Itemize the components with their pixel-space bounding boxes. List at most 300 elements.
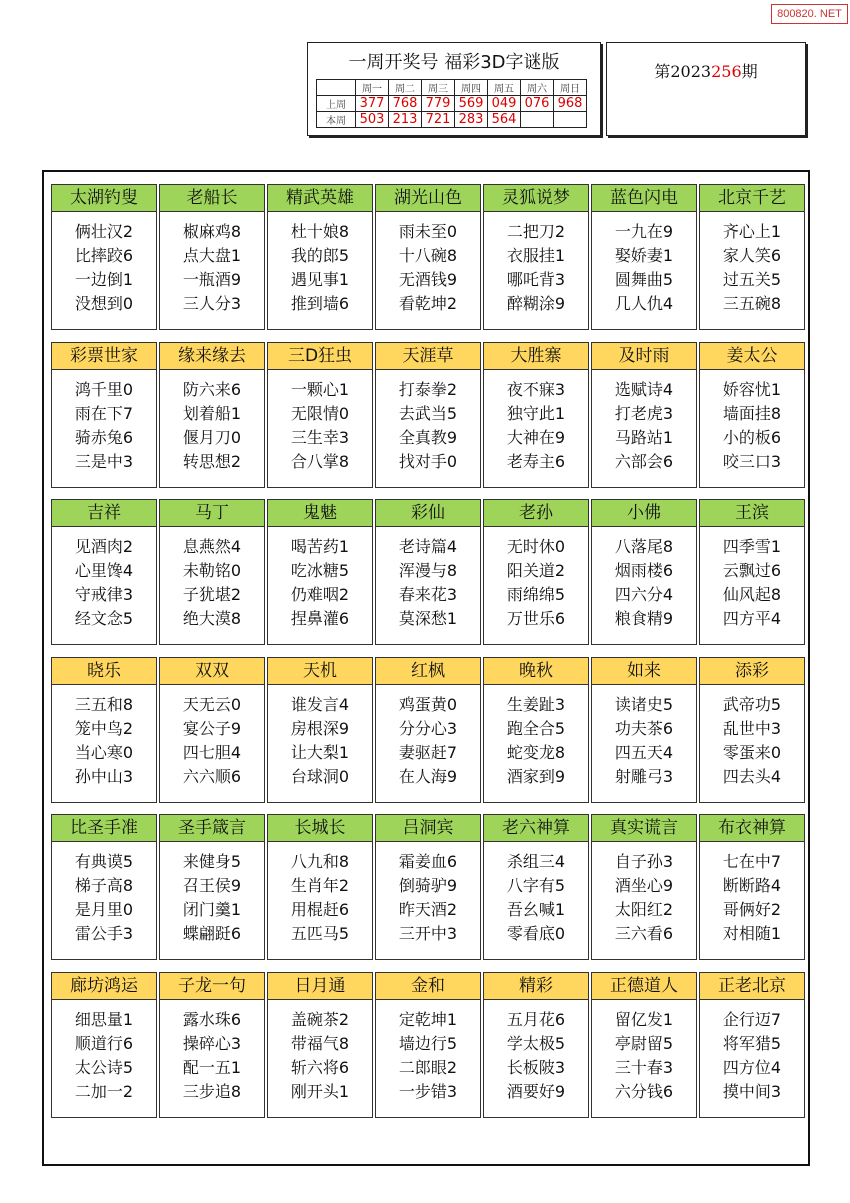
day-header: 周六 xyxy=(521,80,554,96)
riddle-card-body xyxy=(52,212,156,316)
riddle-card xyxy=(483,499,589,645)
draw-number: 076 xyxy=(521,96,554,112)
riddle-line: 在人海9 xyxy=(398,767,458,786)
riddle-card xyxy=(375,184,481,330)
riddle-line: 偃月刀0 xyxy=(182,428,242,447)
riddle-line: 自子孙3 xyxy=(614,852,674,871)
riddle-card-title: 双双 xyxy=(160,658,264,685)
riddle-line: 四季雪1 xyxy=(722,537,782,556)
riddle-line: 烟雨楼6 xyxy=(614,561,674,580)
riddle-line: 让大梨1 xyxy=(290,743,350,762)
riddle-line: 六部会6 xyxy=(614,452,674,471)
riddle-line: 生肖年2 xyxy=(290,876,350,895)
riddle-card-title: 北京千艺 xyxy=(700,185,804,212)
riddle-card xyxy=(51,342,157,488)
riddle-line: 雨在下7 xyxy=(74,404,134,423)
riddle-card-body xyxy=(592,212,696,316)
riddle-card xyxy=(375,342,481,488)
riddle-line: 当心寒0 xyxy=(74,743,134,762)
riddle-card-body xyxy=(484,842,588,946)
riddle-line: 哥俩好2 xyxy=(722,900,782,919)
riddle-line: 斩六将6 xyxy=(290,1058,350,1077)
riddle-line: 打泰拳2 xyxy=(398,380,458,399)
riddle-card xyxy=(699,342,805,488)
riddle-card-body xyxy=(592,685,696,789)
day-header: 周五 xyxy=(488,80,521,96)
riddle-card-title: 精彩 xyxy=(484,973,588,1000)
riddle-line: 企行迈7 xyxy=(722,1010,782,1029)
riddle-line: 俩壮汉2 xyxy=(74,222,134,241)
riddle-line: 房根深9 xyxy=(290,719,350,738)
riddle-card-body xyxy=(376,842,480,946)
riddle-card-body xyxy=(160,685,264,789)
draw-number: 721 xyxy=(422,112,455,128)
riddle-line: 梯子高8 xyxy=(74,876,134,895)
riddle-line: 息燕然4 xyxy=(182,537,242,556)
riddle-line: 独守此1 xyxy=(506,404,566,423)
riddle-line: 见酒肉2 xyxy=(74,537,134,556)
riddle-card-title: 添彩 xyxy=(700,658,804,685)
riddle-line: 十八碗8 xyxy=(398,246,458,265)
riddle-card-title: 正老北京 xyxy=(700,973,804,1000)
riddle-line: 蛇变龙8 xyxy=(506,743,566,762)
riddle-line: 雨未至0 xyxy=(398,222,458,241)
riddle-card-body xyxy=(52,685,156,789)
riddle-card xyxy=(483,342,589,488)
riddle-line: 没想到0 xyxy=(74,294,134,313)
riddle-card-title: 及时雨 xyxy=(592,343,696,370)
riddle-card-title: 红枫 xyxy=(376,658,480,685)
riddle-card-title: 天机 xyxy=(268,658,372,685)
riddle-card-title: 布衣神算 xyxy=(700,815,804,842)
riddle-line: 遇见事1 xyxy=(290,270,350,289)
riddle-card xyxy=(483,657,589,803)
riddle-line: 看乾坤2 xyxy=(398,294,458,313)
riddle-line: 零蛋来0 xyxy=(722,743,782,762)
riddle-line: 绝大漠8 xyxy=(182,609,242,628)
riddle-card-body xyxy=(700,527,804,631)
riddle-card-body xyxy=(52,527,156,631)
riddle-card-body xyxy=(376,212,480,316)
riddle-line: 分分心3 xyxy=(398,719,458,738)
riddle-line: 四去头4 xyxy=(722,767,782,786)
riddle-line: 粮食精9 xyxy=(614,609,674,628)
riddle-card-title: 精武英雄 xyxy=(268,185,372,212)
riddle-line: 三是中3 xyxy=(74,452,134,471)
riddle-card-title: 彩票世家 xyxy=(52,343,156,370)
riddle-line: 全真教9 xyxy=(398,428,458,447)
draw-number xyxy=(554,112,587,128)
riddle-line: 小的板6 xyxy=(722,428,782,447)
riddle-card-body xyxy=(700,370,804,474)
riddle-card-body xyxy=(484,1000,588,1104)
riddle-line: 生姜趾3 xyxy=(506,695,566,714)
riddle-line: 盖碗茶2 xyxy=(290,1010,350,1029)
riddle-card-title: 老船长 xyxy=(160,185,264,212)
riddle-line: 乱世中3 xyxy=(722,719,782,738)
riddle-card-title: 缘来缘去 xyxy=(160,343,264,370)
riddle-card xyxy=(159,972,265,1118)
riddle-line: 杀组三4 xyxy=(506,852,566,871)
riddle-line: 去武当5 xyxy=(398,404,458,423)
riddle-line: 二加一2 xyxy=(74,1082,134,1101)
riddle-line: 几人仇4 xyxy=(614,294,674,313)
riddle-card xyxy=(267,184,373,330)
riddle-card-title: 子龙一句 xyxy=(160,973,264,1000)
day-header: 周日 xyxy=(554,80,587,96)
site-watermark: 800820. NET xyxy=(771,4,848,24)
table-corner xyxy=(317,80,356,96)
riddle-card xyxy=(267,972,373,1118)
riddle-card-body xyxy=(484,527,588,631)
riddle-line: 长板陂3 xyxy=(506,1058,566,1077)
riddle-line: 七在中7 xyxy=(722,852,782,871)
issue-suffix: 期 xyxy=(741,62,758,81)
draw-number: 569 xyxy=(455,96,488,112)
riddle-line: 倒骑驴9 xyxy=(398,876,458,895)
riddle-line: 墙面挂8 xyxy=(722,404,782,423)
riddle-line: 仍难咽2 xyxy=(290,585,350,604)
riddle-line: 将军猎5 xyxy=(722,1034,782,1053)
riddle-line: 吾幺喊1 xyxy=(506,900,566,919)
riddle-line: 一颗心1 xyxy=(290,380,350,399)
riddle-line: 心里馋4 xyxy=(74,561,134,580)
riddle-card-body xyxy=(376,527,480,631)
riddle-card-body xyxy=(592,370,696,474)
riddle-card xyxy=(591,657,697,803)
riddle-line: 酒要好9 xyxy=(506,1082,566,1101)
riddle-card xyxy=(591,972,697,1118)
riddle-line: 细思量1 xyxy=(74,1010,134,1029)
riddle-line: 推到墙6 xyxy=(290,294,350,313)
riddle-line: 顺道行6 xyxy=(74,1034,134,1053)
riddle-card-body xyxy=(160,527,264,631)
draw-row xyxy=(317,96,587,112)
riddle-card xyxy=(699,499,805,645)
riddle-line: 三五和8 xyxy=(74,695,134,714)
riddle-line: 昨天酒2 xyxy=(398,900,458,919)
riddle-card-title: 晓乐 xyxy=(52,658,156,685)
riddle-card-body xyxy=(484,685,588,789)
draw-number: 049 xyxy=(488,96,521,112)
riddle-line: 断断路4 xyxy=(722,876,782,895)
riddle-line: 守戒律3 xyxy=(74,585,134,604)
riddle-line: 功夫茶6 xyxy=(614,719,674,738)
riddle-line: 捏鼻灌6 xyxy=(290,609,350,628)
riddle-line: 读诸史5 xyxy=(614,695,674,714)
riddle-line: 杜十娘8 xyxy=(290,222,350,241)
riddle-card-body xyxy=(376,1000,480,1104)
riddle-card-title: 鬼魅 xyxy=(268,500,372,527)
riddle-card-title: 比圣手准 xyxy=(52,815,156,842)
day-header: 周一 xyxy=(356,80,389,96)
riddle-card xyxy=(699,657,805,803)
riddle-card-title: 长城长 xyxy=(268,815,372,842)
riddle-line: 配一五1 xyxy=(182,1058,242,1077)
riddle-line: 带福气8 xyxy=(290,1034,350,1053)
riddle-line: 一边倒1 xyxy=(74,270,134,289)
riddle-line: 大神在9 xyxy=(506,428,566,447)
day-header: 周二 xyxy=(389,80,422,96)
riddle-card xyxy=(591,184,697,330)
riddle-line: 点大盘1 xyxy=(182,246,242,265)
draw-number: 779 xyxy=(422,96,455,112)
riddle-grid xyxy=(42,170,810,1166)
riddle-card xyxy=(375,499,481,645)
riddle-line: 打老虎3 xyxy=(614,404,674,423)
riddle-card xyxy=(591,342,697,488)
riddle-card xyxy=(267,814,373,960)
riddle-line: 谁发言4 xyxy=(290,695,350,714)
riddle-line: 娇容忧1 xyxy=(722,380,782,399)
riddle-line: 雷公手3 xyxy=(74,924,134,943)
week-label: 上周 xyxy=(317,96,356,112)
issue-prefix: 第2023 xyxy=(654,62,712,81)
riddle-line: 武帝功5 xyxy=(722,695,782,714)
riddle-card-body xyxy=(268,842,372,946)
riddle-card xyxy=(699,184,805,330)
riddle-card-body xyxy=(268,212,372,316)
draw-number: 213 xyxy=(389,112,422,128)
riddle-line: 经文念5 xyxy=(74,609,134,628)
riddle-card-body xyxy=(700,1000,804,1104)
riddle-line: 召王侯9 xyxy=(182,876,242,895)
riddle-card-title: 三D狂虫 xyxy=(268,343,372,370)
riddle-line: 宴公子9 xyxy=(182,719,242,738)
riddle-line: 二郎眼2 xyxy=(398,1058,458,1077)
riddle-line: 无酒钱9 xyxy=(398,270,458,289)
draw-row xyxy=(317,112,587,128)
draw-number: 283 xyxy=(455,112,488,128)
riddle-line: 是月里0 xyxy=(74,900,134,919)
riddle-line: 我的郎5 xyxy=(290,246,350,265)
riddle-card-title: 廊坊鸿运 xyxy=(52,973,156,1000)
riddle-line: 妻驱赶7 xyxy=(398,743,458,762)
riddle-card xyxy=(699,814,805,960)
riddle-line: 射雕弓3 xyxy=(614,767,674,786)
page-title: 一周开奖号 福彩3D字谜版 xyxy=(348,52,560,73)
riddle-line: 过五关5 xyxy=(722,270,782,289)
riddle-line: 酒坐心9 xyxy=(614,876,674,895)
riddle-card-title: 湖光山色 xyxy=(376,185,480,212)
riddle-line: 云飘过6 xyxy=(722,561,782,580)
riddle-line: 四方位4 xyxy=(722,1058,782,1077)
riddle-line: 学太极5 xyxy=(506,1034,566,1053)
riddle-line: 哪吒背3 xyxy=(506,270,566,289)
riddle-line: 四五天4 xyxy=(614,743,674,762)
riddle-line: 吃冰糖5 xyxy=(290,561,350,580)
riddle-line: 四六分4 xyxy=(614,585,674,604)
weekly-draw-panel xyxy=(307,42,601,136)
riddle-line: 雨绵绵5 xyxy=(506,585,566,604)
riddle-line: 娶娇妻1 xyxy=(614,246,674,265)
riddle-card-body xyxy=(592,842,696,946)
riddle-card-title: 王滨 xyxy=(700,500,804,527)
riddle-line: 六分钱6 xyxy=(614,1082,674,1101)
riddle-line: 喝苦药1 xyxy=(290,537,350,556)
riddle-line: 莫深愁1 xyxy=(398,609,458,628)
riddle-line: 霜姜血6 xyxy=(398,852,458,871)
riddle-line: 有典谟5 xyxy=(74,852,134,871)
day-header: 周四 xyxy=(455,80,488,96)
day-header: 周三 xyxy=(422,80,455,96)
riddle-card-body xyxy=(592,527,696,631)
riddle-card-title: 姜太公 xyxy=(700,343,804,370)
riddle-card xyxy=(267,657,373,803)
riddle-card-title: 正德道人 xyxy=(592,973,696,1000)
riddle-card-body xyxy=(160,1000,264,1104)
riddle-card-body xyxy=(268,527,372,631)
riddle-card-title: 灵狐说梦 xyxy=(484,185,588,212)
riddle-line: 五月花6 xyxy=(506,1010,566,1029)
riddle-card-body xyxy=(484,370,588,474)
riddle-card-body xyxy=(700,842,804,946)
riddle-line: 防六来6 xyxy=(182,380,242,399)
riddle-line: 台球洞0 xyxy=(290,767,350,786)
riddle-card-title: 晚秋 xyxy=(484,658,588,685)
riddle-line: 咬三口3 xyxy=(722,452,782,471)
riddle-card-body xyxy=(52,370,156,474)
riddle-card-body xyxy=(268,685,372,789)
riddle-line: 万世乐6 xyxy=(506,609,566,628)
issue-number xyxy=(607,59,805,82)
riddle-line: 闭门羹1 xyxy=(182,900,242,919)
riddle-card-title: 大胜寨 xyxy=(484,343,588,370)
riddle-card-title: 吉祥 xyxy=(52,500,156,527)
riddle-card-body xyxy=(592,1000,696,1104)
draw-number: 768 xyxy=(389,96,422,112)
riddle-line: 无时休0 xyxy=(506,537,566,556)
riddle-line: 子犹堪2 xyxy=(182,585,242,604)
riddle-line: 浑漫与8 xyxy=(398,561,458,580)
draw-number: 503 xyxy=(356,112,389,128)
riddle-line: 六六顺6 xyxy=(182,767,242,786)
riddle-line: 老诗篇4 xyxy=(398,537,458,556)
riddle-card-body xyxy=(160,842,264,946)
riddle-card xyxy=(699,972,805,1118)
riddle-card-body xyxy=(376,370,480,474)
riddle-card-title: 吕洞宾 xyxy=(376,815,480,842)
riddle-card-title: 彩仙 xyxy=(376,500,480,527)
riddle-line: 一步错3 xyxy=(398,1082,458,1101)
riddle-line: 定乾坤1 xyxy=(398,1010,458,1029)
riddle-line: 一瓶酒9 xyxy=(182,270,242,289)
riddle-card-title: 日月通 xyxy=(268,973,372,1000)
riddle-line: 划着船1 xyxy=(182,404,242,423)
riddle-card xyxy=(159,657,265,803)
riddle-line: 无限情0 xyxy=(290,404,350,423)
draw-table-header xyxy=(317,80,587,96)
riddle-line: 比摔跤6 xyxy=(74,246,134,265)
riddle-line: 老寿主6 xyxy=(506,452,566,471)
riddle-line: 齐心上1 xyxy=(722,222,782,241)
riddle-line: 三生幸3 xyxy=(290,428,350,447)
riddle-line: 刚开头1 xyxy=(290,1082,350,1101)
riddle-line: 衣服挂1 xyxy=(506,246,566,265)
riddle-line: 对相随1 xyxy=(722,924,782,943)
riddle-line: 留亿发1 xyxy=(614,1010,674,1029)
riddle-line: 骑赤兔6 xyxy=(74,428,134,447)
riddle-card-title: 圣手箴言 xyxy=(160,815,264,842)
riddle-card xyxy=(375,657,481,803)
riddle-line: 亭尉留5 xyxy=(614,1034,674,1053)
riddle-line: 跑全合5 xyxy=(506,719,566,738)
riddle-line: 蝶翩跹6 xyxy=(182,924,242,943)
riddle-line: 八字有5 xyxy=(506,876,566,895)
riddle-card xyxy=(483,184,589,330)
riddle-line: 鸡蛋黄0 xyxy=(398,695,458,714)
riddle-card xyxy=(483,814,589,960)
riddle-card xyxy=(51,499,157,645)
draw-number: 968 xyxy=(554,96,587,112)
riddle-card xyxy=(51,657,157,803)
riddle-card-body xyxy=(700,212,804,316)
riddle-line: 夜不寐3 xyxy=(506,380,566,399)
riddle-card xyxy=(159,342,265,488)
riddle-line: 选赋诗4 xyxy=(614,380,674,399)
riddle-card xyxy=(375,972,481,1118)
riddle-line: 三人分3 xyxy=(182,294,242,313)
riddle-line: 操碎心3 xyxy=(182,1034,242,1053)
riddle-line: 零看底0 xyxy=(506,924,566,943)
riddle-line: 摸中间3 xyxy=(722,1082,782,1101)
riddle-card-body xyxy=(52,842,156,946)
draw-results-table xyxy=(316,79,587,128)
riddle-card-title: 太湖钓叟 xyxy=(52,185,156,212)
riddle-card-body xyxy=(52,1000,156,1104)
riddle-line: 墙边行5 xyxy=(398,1034,458,1053)
riddle-card xyxy=(51,814,157,960)
riddle-line: 马路站1 xyxy=(614,428,674,447)
riddle-line: 阳关道2 xyxy=(506,561,566,580)
draw-number: 377 xyxy=(356,96,389,112)
riddle-line: 鸿千里0 xyxy=(74,380,134,399)
riddle-card xyxy=(159,184,265,330)
riddle-card-title: 如来 xyxy=(592,658,696,685)
riddle-card-title: 金和 xyxy=(376,973,480,1000)
riddle-card xyxy=(375,814,481,960)
riddle-line: 三开中3 xyxy=(398,924,458,943)
riddle-line: 醉糊涂9 xyxy=(506,294,566,313)
riddle-card-title: 老六神算 xyxy=(484,815,588,842)
riddle-line: 五匹马5 xyxy=(290,924,350,943)
riddle-card-title: 真实谎言 xyxy=(592,815,696,842)
riddle-card xyxy=(483,972,589,1118)
riddle-card-title: 天涯草 xyxy=(376,343,480,370)
riddle-line: 合八掌8 xyxy=(290,452,350,471)
riddle-line: 四七胆4 xyxy=(182,743,242,762)
riddle-line: 三六看6 xyxy=(614,924,674,943)
riddle-card-body xyxy=(484,212,588,316)
riddle-line: 太阳红2 xyxy=(614,900,674,919)
riddle-line: 来健身5 xyxy=(182,852,242,871)
riddle-card xyxy=(591,814,697,960)
riddle-card xyxy=(159,814,265,960)
riddle-line: 酒家到9 xyxy=(506,767,566,786)
riddle-card xyxy=(267,342,373,488)
riddle-card xyxy=(267,499,373,645)
riddle-card-body xyxy=(160,212,264,316)
riddle-line: 露水珠6 xyxy=(182,1010,242,1029)
riddle-line: 仙风起8 xyxy=(722,585,782,604)
riddle-line: 八落尾8 xyxy=(614,537,674,556)
riddle-line: 春来花3 xyxy=(398,585,458,604)
week-label: 本周 xyxy=(317,112,356,128)
riddle-card-body xyxy=(700,685,804,789)
riddle-line: 椒麻鸡8 xyxy=(182,222,242,241)
riddle-line: 转思想2 xyxy=(182,452,242,471)
riddle-card-body xyxy=(268,370,372,474)
